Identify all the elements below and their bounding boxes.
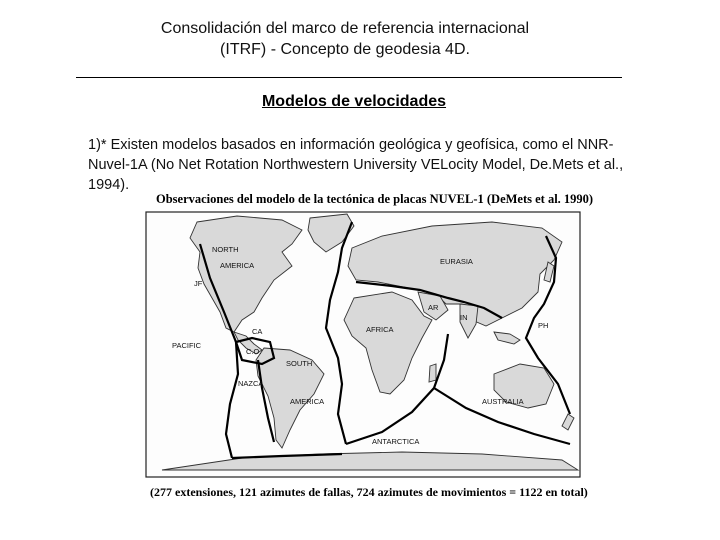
label-caribbean: CA — [252, 327, 263, 336]
world-plate-map — [142, 208, 590, 483]
slide-title — [80, 18, 610, 60]
label-north-america-2: AMERICA — [220, 261, 255, 270]
label-australia: AUSTRALIA — [482, 397, 524, 406]
body-line-1: 1)* Existen modelos basados en información geológica y geofísica, como el NNR- — [88, 137, 614, 153]
label-south-america-1: SOUTH — [286, 359, 313, 368]
label-nazca: NAZCA — [238, 379, 264, 388]
label-antarctica: ANTARCTICA — [372, 437, 420, 446]
madagascar-landmass — [429, 364, 436, 382]
label-philippine: PH — [538, 321, 549, 330]
title-divider — [76, 77, 622, 78]
body-line-2: Nuvel-1A (No Net Rotation Northwestern University VELocity Model, De.Mets et al., — [88, 157, 624, 173]
label-north-america-1: NORTH — [212, 245, 239, 254]
slide-title-line-1: Consolidación del marco de referencia internacional — [160, 20, 530, 37]
section-heading: Modelos de velocidades — [261, 93, 447, 110]
label-arabia: AR — [428, 303, 439, 312]
figure-caption: (277 extensiones, 121 azimutes de fallas, 724 azimutes de movimientos = 1122 en total) — [150, 485, 588, 499]
label-africa: AFRICA — [366, 325, 394, 334]
label-india: IN — [460, 313, 468, 322]
label-juan-de-fuca: JF — [194, 279, 203, 288]
figure-title: Observaciones del modelo de la tectónica de placas NUVEL-1 (DeMets et al. 1990) — [156, 192, 594, 206]
plate-tectonics-figure — [142, 192, 594, 504]
label-eurasia: EURASIA — [440, 257, 473, 266]
body-line-3: 1994). — [88, 177, 130, 193]
label-south-america-2: AMERICA — [290, 397, 325, 406]
slide-title-line-2: (ITRF) - Concepto de geodesia 4D. — [220, 41, 470, 58]
label-cocos: C.O. — [246, 347, 262, 356]
label-pacific: PACIFIC — [172, 341, 202, 350]
body-paragraph — [88, 135, 693, 195]
